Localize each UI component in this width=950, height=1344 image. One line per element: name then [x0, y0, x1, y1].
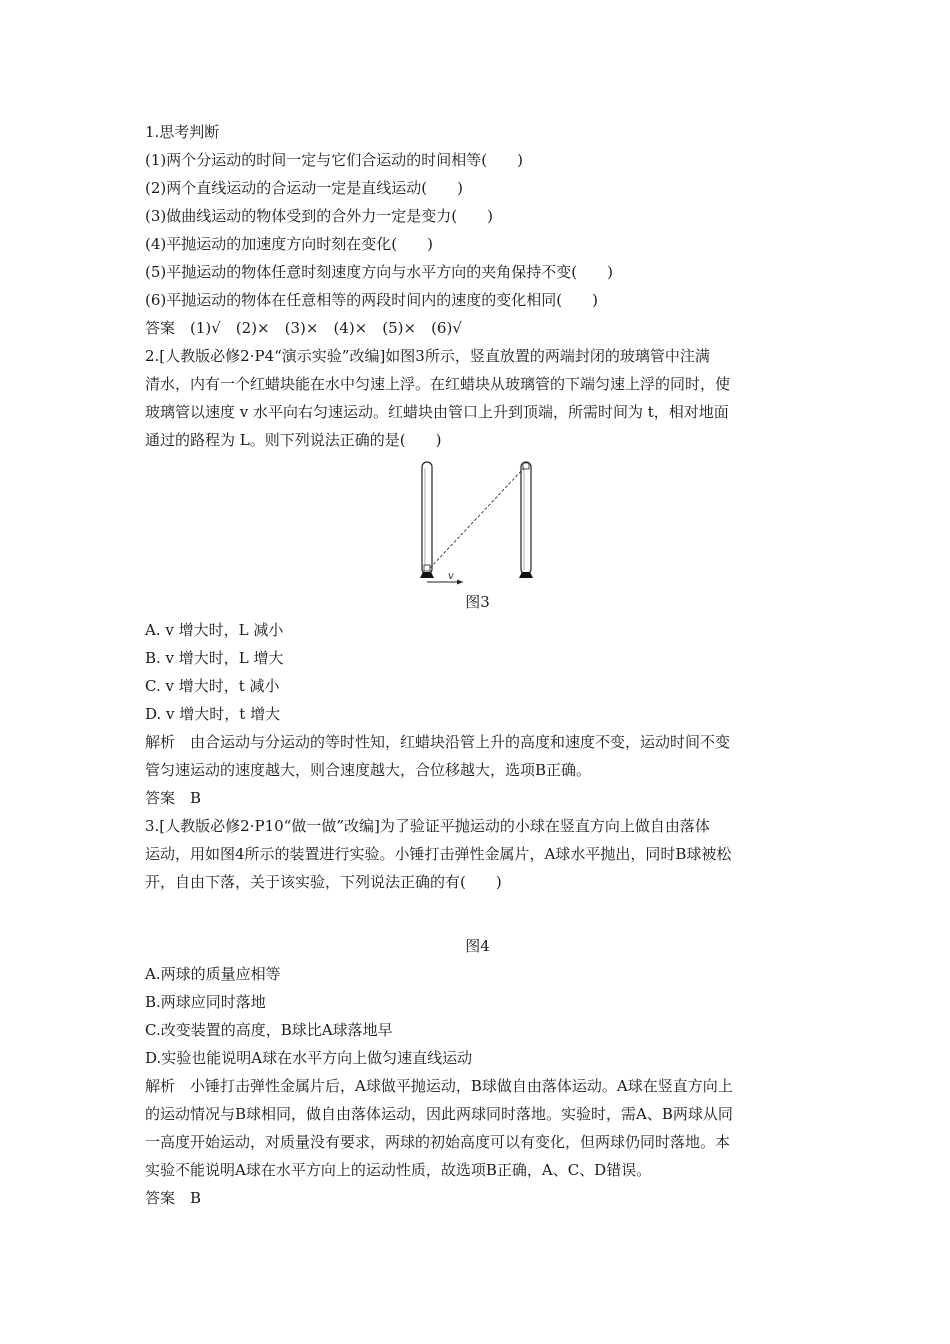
q1-item-6: (6)平抛运动的物体在任意相等的两段时间内的速度的变化相同( ) [145, 291, 598, 309]
q2-stem-line-3: 玻璃管以速度 v 水平向右匀速运动。红蜡块由管口上升到顶端，所需时间为 t，相对地面 [145, 403, 729, 421]
q2-stem-line-2: 清水，内有一个红蜡块能在水中匀速上浮。在红蜡块从玻璃管的下端匀速上浮的同时，使 [145, 375, 731, 393]
q1-item-4: (4)平抛运动的加速度方向时刻在变化( ) [145, 235, 433, 253]
q3-analysis-line-4: 实验不能说明A球在水平方向上的运动性质，故选项B正确，A、C、D错误。 [145, 1161, 652, 1179]
glass-tubes-diagram [145, 458, 810, 588]
q3-answer: 答案 B [145, 1189, 202, 1207]
q3-option-a: A.两球的质量应相等 [145, 965, 281, 983]
trajectory-dashed-line [430, 468, 524, 568]
figure-4-placeholder [145, 896, 810, 932]
figure-3 [145, 458, 810, 588]
q3-analysis-line-2: 的运动情况与B球相同，做自由落体运动，因此两球同时落地。实验时，需A、B两球从同 [145, 1105, 733, 1123]
q1-item-2: (2)两个直线运动的合运动一定是直线运动( ) [145, 179, 463, 197]
document-page [145, 118, 810, 1212]
q2-answer: 答案 B [145, 789, 202, 807]
figure-4-caption: 图4 [465, 937, 490, 955]
left-base [420, 572, 434, 578]
q3-stem-line-2: 运动，用如图4所示的装置进行实验。小锤打击弹性金属片，A球水平抛出，同时B球被松 [145, 845, 732, 863]
q1-item-1: (1)两个分运动的时间一定与它们合运动的时间相等( ) [145, 151, 523, 169]
q3-analysis-line-1: 解析 小锤打击弹性金属片后，A球做平抛运动，B球做自由落体运动。A球在竖直方向上 [145, 1077, 733, 1095]
q3-stem-line-1: 3.[人教版必修2·P10“做一做”改编]为了验证平抛运动的小球在竖直方向上做自由落体 [145, 817, 710, 835]
q3-option-b: B.两球应同时落地 [145, 993, 266, 1011]
velocity-label: v [448, 571, 454, 582]
q2-option-b: B. v 增大时，L 增大 [145, 649, 284, 667]
q2-option-a: A. v 增大时，L 减小 [145, 621, 284, 639]
figure-3-caption: 图3 [465, 593, 490, 611]
q1-title: 1.思考判断 [145, 123, 220, 141]
q1-item-5: (5)平抛运动的物体任意时刻速度方向与水平方向的夹角保持不变( ) [145, 263, 613, 281]
q1-item-3: (3)做曲线运动的物体受到的合外力一定是变力( ) [145, 207, 493, 225]
q2-stem-line-4: 通过的路程为 L。则下列说法正确的是( ) [145, 431, 442, 449]
q3-option-c: C.改变装置的高度，B球比A球落地早 [145, 1021, 393, 1039]
q1-answer: 答案 (1)√ (2)× (3)× (4)× (5)× (6)√ [145, 319, 462, 337]
q2-option-d: D. v 增大时，t 增大 [145, 705, 281, 723]
right-base [519, 572, 533, 578]
q2-option-c: C. v 增大时，t 减小 [145, 677, 280, 695]
q2-stem-line-1: 2.[人教版必修2·P4“演示实验”改编]如图3所示，竖直放置的两端封闭的玻璃管中注满 [145, 347, 710, 365]
q2-analysis-line-2: 管匀速运动的速度越大，则合速度越大，合位移越大，选项B正确。 [145, 761, 592, 779]
left-wax-block [424, 565, 430, 571]
q2-analysis-line-1: 解析 由合运动与分运动的等时性知，红蜡块沿管上升的高度和速度不变，运动时间不变 [145, 733, 731, 751]
right-tube [521, 462, 531, 574]
q3-option-d: D.实验也能说明A球在水平方向上做匀速直线运动 [145, 1049, 473, 1067]
q3-analysis-line-3: 一高度开始运动，对质量没有要求，两球的初始高度可以有变化，但两球仍同时落地。本 [145, 1133, 731, 1151]
left-tube [422, 462, 432, 574]
q3-stem-line-3: 开，自由下落，关于该实验，下列说法正确的有( ) [145, 873, 502, 891]
